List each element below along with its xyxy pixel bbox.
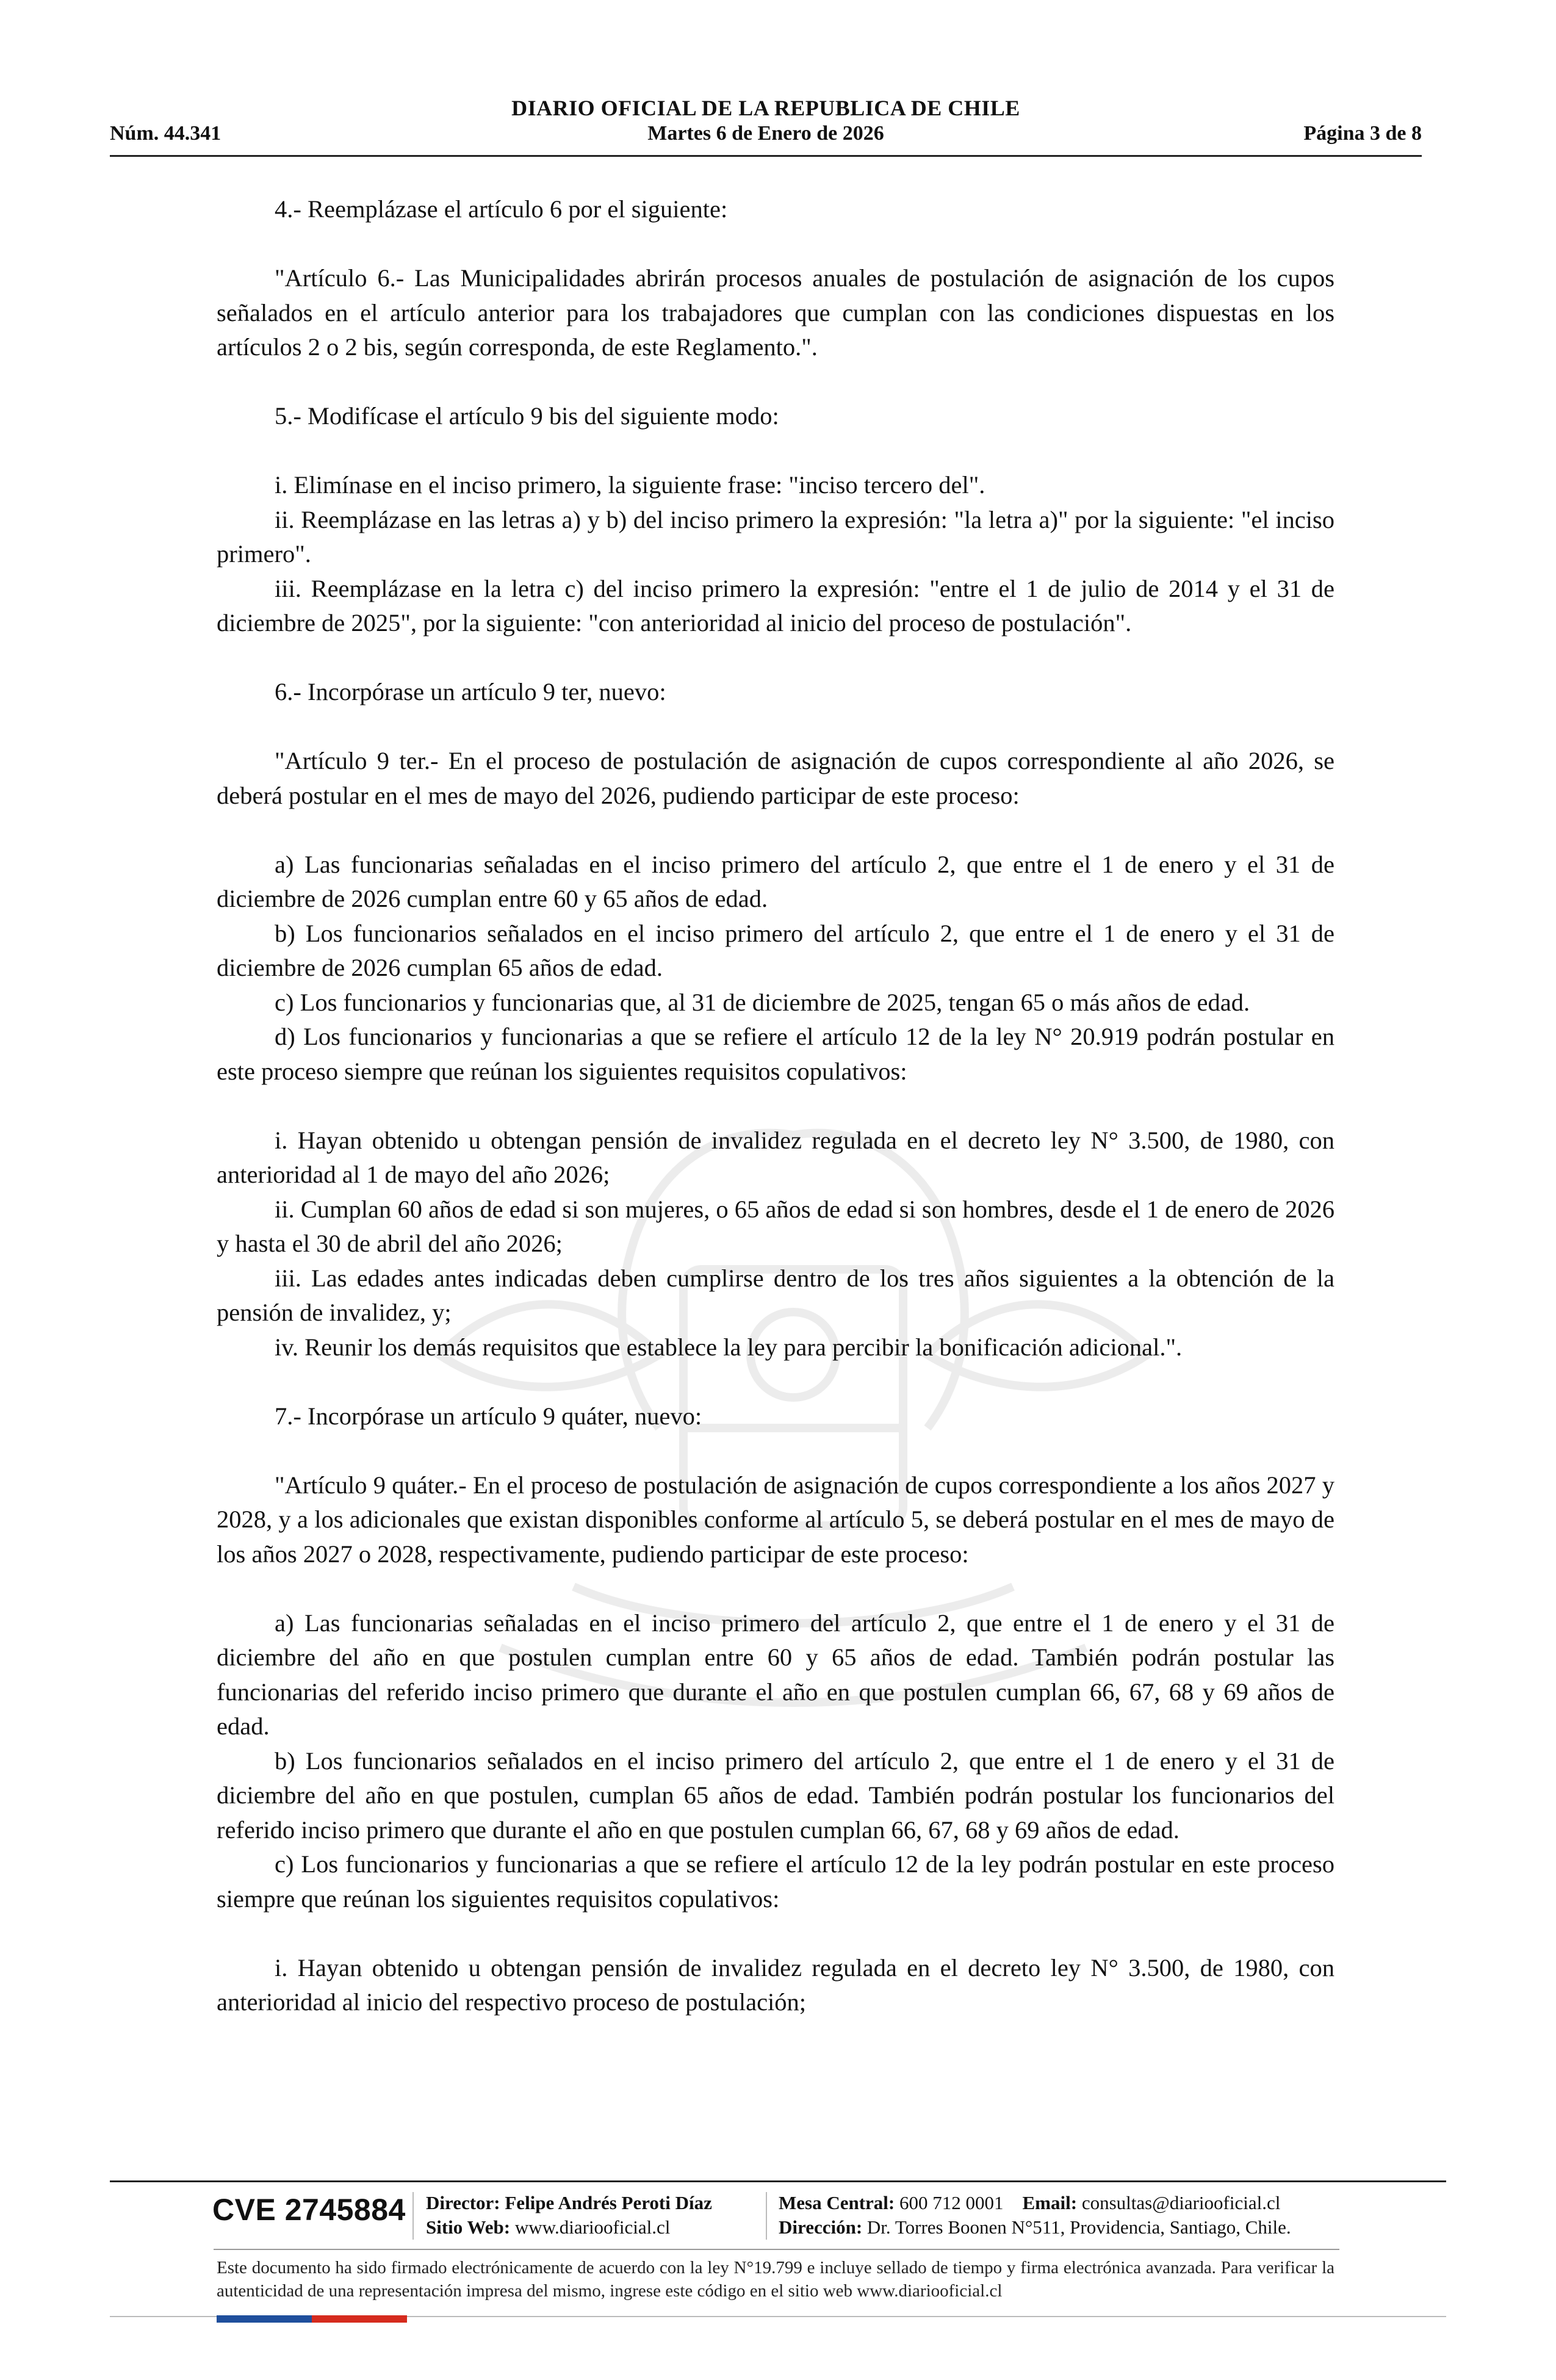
paragraph: ii. Cumplan 60 años de edad si son mujeres, o 65 años de edad si son hombres, desde el 1 de enero de 2026 y hasta el 30 de abril del año 2026; xyxy=(217,1195,1334,1257)
site-link[interactable]: www.diariooficial.cl xyxy=(514,2216,671,2238)
page-header xyxy=(110,92,1422,159)
paragraph: 4.- Reemplázase el artículo 6 por el siguiente: xyxy=(275,195,728,223)
email-label: Email: xyxy=(1022,2192,1078,2213)
footer-director-block xyxy=(426,2191,712,2240)
header-meta-row xyxy=(110,122,1422,149)
phone-label: Mesa Central: xyxy=(779,2192,895,2213)
paragraph: c) Los funcionarios y funcionarias a que se refiere el artículo 12 de la ley podrán postular en este proceso siempre que reúnan los siguientes requisitos copulativos: xyxy=(217,1850,1334,1913)
director-name: Felipe Andrés Peroti Díaz xyxy=(505,2192,712,2213)
paragraph: iii. Reemplázase en la letra c) del inciso primero la expresión: "entre el 1 de julio de 2014 y el 31 de diciembre de 2025", por la siguiente: "con anterioridad al inicio del proceso de postulación". xyxy=(217,574,1334,636)
paragraph: 6.- Incorpórase un artículo 9 ter, nuevo: xyxy=(275,678,666,705)
document-body xyxy=(217,192,1334,2020)
footer-divider-top xyxy=(110,2180,1446,2182)
paragraph: i. Hayan obtenido u obtengan pensión de invalidez regulada en el decreto ley N° 3.500, de 1980, con anterioridad al inicio del respectivo proceso de postulación; xyxy=(217,1953,1334,2016)
footer-divider-middle xyxy=(214,2249,1339,2250)
paragraph: b) Los funcionarios señalados en el inciso primero del artículo 2, que entre el 1 de enero y el 31 de diciembre del año en que postulen, cumplan 65 años de edad. También podrán postular los funcionarios del referido inciso primero que durante el año en que postulen cumplan 66, 67, 68 y 69 años de edad. xyxy=(217,1747,1334,1844)
issue-number: Núm. 44.341 xyxy=(110,122,222,145)
paragraph: ii. Reemplázase en las letras a) y b) del inciso primero la expresión: "la letra a)" por la siguiente: "el inciso primero". xyxy=(217,505,1334,568)
header-divider xyxy=(110,155,1422,157)
paragraph: "Artículo 9 ter.- En el proceso de postulación de asignación de cupos correspondiente al año 2026, se deberá postular en el mes de mayo del 2026, pudiendo participar de este proceso: xyxy=(217,747,1334,809)
footer-contact-block xyxy=(779,2191,1291,2240)
paragraph: a) Las funcionarias señaladas en el inciso primero del artículo 2, que entre el 1 de enero y el 31 de diciembre del año en que postulen cumplan entre 60 y 65 años de edad. También podrán postular las funcionarias del referido inciso primero que durante el año en que postulen cumplan 66, 67, 68 y 69 años de edad. xyxy=(217,1609,1334,1740)
paragraph: 7.- Incorpórase un artículo 9 quáter, nuevo: xyxy=(275,1402,702,1430)
paragraph: iv. Reunir los demás requisitos que establece la ley para percibir la bonificación adicional.". xyxy=(275,1333,1183,1361)
email-link[interactable]: consultas@diariooficial.cl xyxy=(1081,2192,1281,2213)
paragraph: "Artículo 6.- Las Municipalidades abrirán procesos anuales de postulación de asignación de los cupos señalados en el artículo anterior para los trabajadores que cumplan con las condiciones dispuestas en los artículos 2 o 2 bis, según corresponda, de este Reglamento.". xyxy=(217,264,1334,361)
paragraph: a) Las funcionarias señaladas en el inciso primero del artículo 2, que entre el 1 de enero y el 31 de diciembre de 2026 cumplan entre 60 y 65 años de edad. xyxy=(217,850,1334,912)
flag-blue-stripe xyxy=(217,2315,312,2323)
paragraph: iii. Las edades antes indicadas deben cumplirse dentro de los tres años siguientes a la obtención de la pensión de invalidez, y; xyxy=(217,1264,1334,1326)
footer-separator xyxy=(766,2192,767,2240)
paragraph: 5.- Modifícase el artículo 9 bis del siguiente modo: xyxy=(275,402,779,430)
site-label: Sitio Web: xyxy=(426,2216,511,2238)
phone-number: 600 712 0001 xyxy=(899,2192,1004,2213)
paragraph: i. Elimínase en el inciso primero, la siguiente frase: "inciso tercero del". xyxy=(275,471,985,499)
director-label: Director: xyxy=(426,2192,500,2213)
issue-date: Martes 6 de Enero de 2026 xyxy=(647,122,884,145)
paragraph: d) Los funcionarios y funcionarias a que se refiere el artículo 12 de la ley N° 20.919 podrán postular en este proceso siempre que reúnan los siguientes requisitos copulativos: xyxy=(217,1023,1334,1085)
footer-separator xyxy=(412,2192,414,2240)
flag-color-bar xyxy=(217,2315,407,2323)
paragraph: b) Los funcionarios señalados en el inciso primero del artículo 2, que entre el 1 de enero y el 31 de diciembre de 2026 cumplan 65 años de edad. xyxy=(217,919,1334,981)
paragraph: i. Hayan obtenido u obtengan pensión de invalidez regulada en el decreto ley N° 3.500, de 1980, con anterioridad al 1 de mayo del año 2026; xyxy=(217,1126,1334,1188)
paragraph: c) Los funcionarios y funcionarias que, al 31 de diciembre de 2025, tengan 65 o más años de edad. xyxy=(275,988,1250,1016)
page-indicator: Página 3 de 8 xyxy=(1303,122,1422,145)
paragraph: "Artículo 9 quáter.- En el proceso de postulación de asignación de cupos correspondiente a los años 2027 y 2028, y a los adicionales que existan disponibles conforme al artículo 5, se deberá postular en el mes de mayo de los años 2027 o 2028, respectivamente, pudiendo participar de este proceso: xyxy=(217,1471,1334,1568)
cve-code: CVE 2745884 xyxy=(212,2193,406,2227)
address-text: Dr. Torres Boonen N°511, Providencia, Santiago, Chile. xyxy=(866,2216,1291,2238)
signature-notice: Este documento ha sido firmado electrónicamente de acuerdo con la ley N°19.799 e incluye sellado de tiempo y firma electrónica avanzada. Para verificar la autenticidad de una representación impresa del mismo, ingrese este código en el sitio web www.diariooficial.cl xyxy=(217,2258,1334,2301)
flag-red-stripe xyxy=(312,2315,407,2323)
newspaper-title: DIARIO OFICIAL DE LA REPUBLICA DE CHILE xyxy=(511,96,1020,120)
address-label: Dirección: xyxy=(779,2216,863,2238)
